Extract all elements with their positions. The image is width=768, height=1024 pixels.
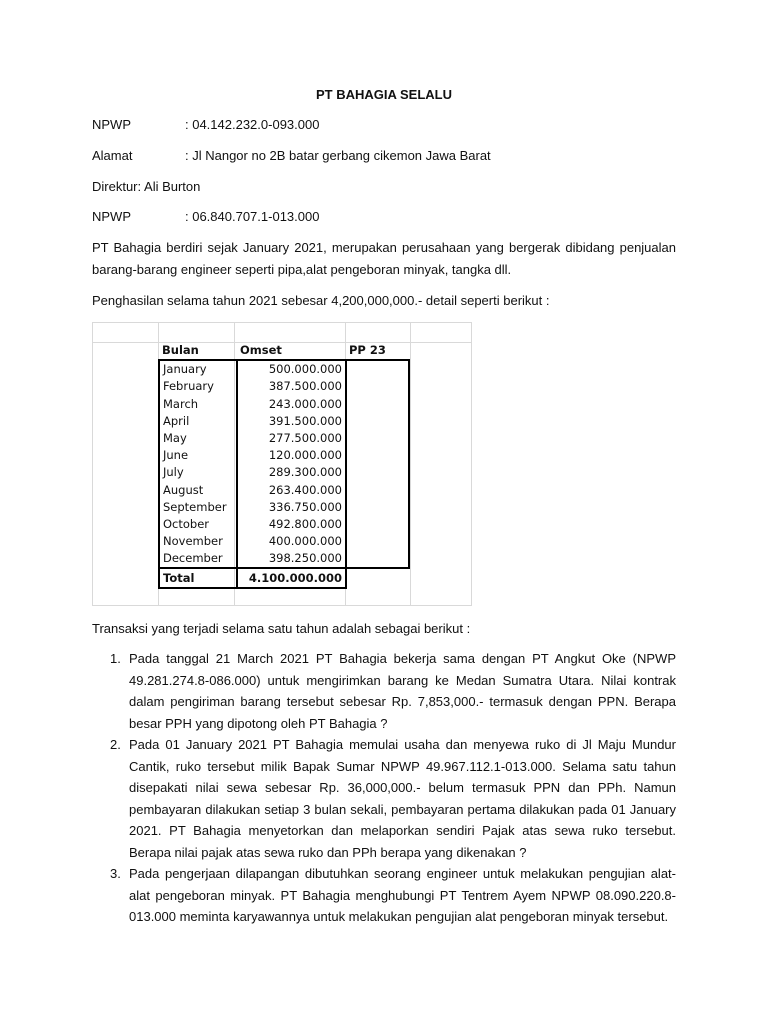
total-label: Total xyxy=(159,568,237,587)
table-row: March 243.000.000 xyxy=(159,396,409,413)
table-row: September 336.750.000 xyxy=(159,499,409,516)
list-item-text: Pada pengerjaan dilapangan dibutuhkan seorang engineer untuk melakukan pengujian alat-alat pengeboran minyak. PT Bahagia menghubungi PT Tentrem Ayem NPWP 08.090.220.8-013.000 meminta karyawannya untuk melakukan pengujian alat pengeboran minyak tersebut. xyxy=(129,866,676,924)
direktur-label: Direktur xyxy=(92,179,138,194)
table-row: August 263.400.000 xyxy=(159,482,409,499)
header-omset: Omset xyxy=(240,343,282,358)
direktur-line xyxy=(92,179,200,194)
list-item-number: 1. xyxy=(110,651,121,666)
table-total-row xyxy=(159,568,409,587)
list-item xyxy=(110,648,676,734)
table-row: May 277.500.000 xyxy=(159,430,409,447)
transactions-list xyxy=(110,648,676,928)
table-header-row xyxy=(159,342,409,360)
alamat-value: : Jl Nangor no 2B batar gerbang cikemon Jawa Barat xyxy=(185,148,491,163)
list-item-number: 2. xyxy=(110,737,121,752)
table-row: June 120.000.000 xyxy=(159,447,409,464)
npwp-director-label: NPWP xyxy=(92,209,131,224)
table-row: January 500.000.000 xyxy=(159,360,409,378)
table-row: April 391.500.000 xyxy=(159,413,409,430)
spreadsheet-image xyxy=(92,322,472,606)
header-pp23: PP 23 xyxy=(349,343,386,358)
direktur-value: : Ali Burton xyxy=(137,179,201,194)
list-item xyxy=(110,863,676,928)
header-bulan: Bulan xyxy=(162,343,199,358)
table-row: October 492.800.000 xyxy=(159,516,409,533)
npwp-value: : 04.142.232.0-093.000 xyxy=(185,117,320,132)
list-item-text: Pada tanggal 21 March 2021 PT Bahagia bekerja sama dengan PT Angkut Oke (NPWP 49.281.274.8-086.000) untuk mengirimkan barang ke Medan Sumatra Utara. Nilai kontrak dalam pengiriman barang tersebut sebesar Rp. 7,853,000.- termasuk dengan PPN. Berapa besar PPH yang dipotong oleh PT Bahagia ? xyxy=(129,651,676,731)
list-item-text: Pada 01 January 2021 PT Bahagia memulai usaha dan menyewa ruko di Jl Maju Mundur Cantik, ruko tersebut milik Bapak Sumar NPWP 49.967.112.1-013.000. Selama satu tahun disepakati nilai sewa sebesar Rp. 36,000,000.- belum termasuk PPN dan PPh. Namun pembayaran dilakukan setiap 3 bulan sekali, pembayaran pertama dilakukan pada 01 January 2021. PT Bahagia menyetorkan dan melaporkan sendiri Pajak atas sewa ruko tersebut. Berapa nilai pajak atas sewa ruko dan PPh berapa yang dikenakan ? xyxy=(129,737,676,860)
table-row: December 398.250.000 xyxy=(159,550,409,568)
table-row: November 400.000.000 xyxy=(159,533,409,550)
document-title: PT BAHAGIA SELALU xyxy=(315,87,453,102)
table-row: February 387.500.000 xyxy=(159,378,409,395)
transactions-intro: Transaksi yang terjadi selama satu tahun adalah sebagai berikut : xyxy=(92,621,471,636)
total-value: 4.100.000.000 xyxy=(237,568,346,587)
npwp-label: NPWP xyxy=(92,117,131,132)
intro-paragraph: PT Bahagia berdiri sejak January 2021, merupakan perusahaan yang bergerak dibidang penjualan barang-barang engineer seperti pipa,alat pengeboran minyak, tangka dll. xyxy=(92,240,676,277)
alamat-label: Alamat xyxy=(92,148,133,163)
income-line: Penghasilan selama tahun 2021 sebesar 4,200,000,000.- detail seperti berikut : xyxy=(92,293,550,308)
list-item xyxy=(110,734,676,863)
omset-table xyxy=(158,342,410,589)
npwp-director-value: : 06.840.707.1-013.000 xyxy=(185,209,320,224)
table-row: July 289.300.000 xyxy=(159,464,409,481)
list-item-number: 3. xyxy=(110,866,121,881)
